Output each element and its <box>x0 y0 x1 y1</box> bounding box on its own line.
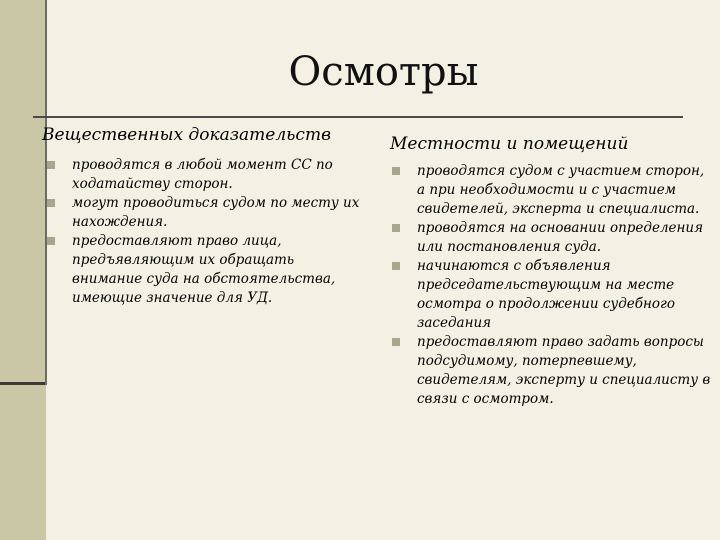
left-column-list <box>47 156 367 308</box>
list-item <box>392 333 714 409</box>
list-item-text: предоставляют право задать вопросы подсудимому, потерпевшему, свидетелям, эксперту и специалисту в связи с осмотром. <box>417 334 711 407</box>
slide-title: Осмотры <box>288 49 479 95</box>
list-item-text: проводятся в любой момент СС по ходатайству сторон. <box>72 157 333 192</box>
list-item <box>47 194 367 232</box>
square-bullet-icon <box>47 161 55 169</box>
right-column-list <box>392 162 714 409</box>
list-item-text: проводятся на основании определения или постановления суда. <box>417 220 704 255</box>
right-column-heading: Местности и помещений <box>390 134 629 154</box>
square-bullet-icon <box>47 199 55 207</box>
list-item <box>392 162 714 219</box>
square-bullet-icon <box>47 237 55 245</box>
left-column-heading: Вещественных доказательств <box>42 125 331 145</box>
decorative-side-band <box>0 0 46 540</box>
list-item <box>392 257 714 333</box>
title-underline <box>33 116 683 118</box>
square-bullet-icon <box>392 338 400 346</box>
list-item-text: проводятся судом с участием сторон, а при необходимости и с участием свидетелей, эксперта и специалиста. <box>417 163 705 217</box>
list-item-text: могут проводиться судом по месту их нахождения. <box>72 195 360 230</box>
square-bullet-icon <box>392 167 400 175</box>
list-item-text: начинаются с объявления председательствующим на месте осмотра о продолжении судебного заседания <box>417 258 676 331</box>
list-item <box>47 232 367 308</box>
side-band-divider <box>0 382 46 385</box>
list-item <box>392 219 714 257</box>
list-item <box>47 156 367 194</box>
square-bullet-icon <box>392 262 400 270</box>
list-item-text: предоставляют право лица, предъявляющим их обращать внимание суда на обстоятельства, имеющие значение для УД. <box>72 233 336 306</box>
square-bullet-icon <box>392 224 400 232</box>
